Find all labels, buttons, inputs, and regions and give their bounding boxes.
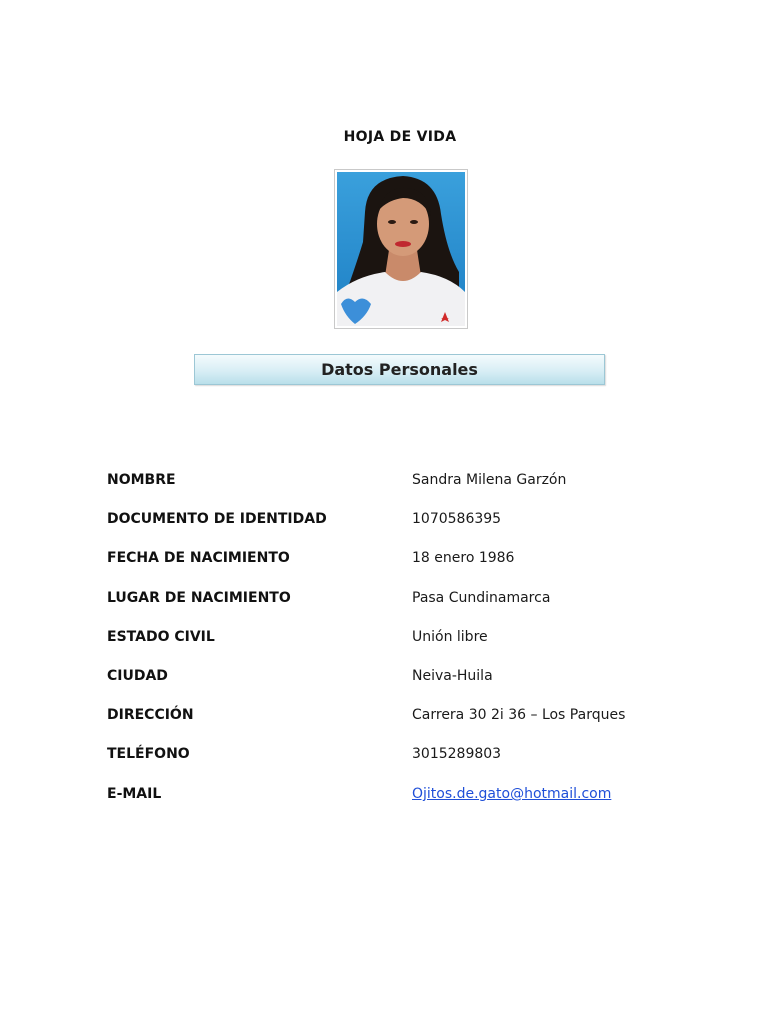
- profile-photo: [334, 169, 468, 329]
- field-value: Sandra Milena Garzón: [412, 472, 567, 488]
- field-value: 18 enero 1986: [412, 550, 515, 566]
- field-label: TELÉFONO: [107, 746, 190, 762]
- field-value: Unión libre: [412, 629, 488, 645]
- field-label: DOCUMENTO DE IDENTIDAD: [107, 511, 327, 527]
- section-header-personal-data: Datos Personales: [194, 354, 605, 385]
- field-label: DIRECCIÓN: [107, 707, 194, 723]
- field-row: [0, 665, 768, 687]
- portrait-image: [337, 172, 465, 326]
- field-label: LUGAR DE NACIMIENTO: [107, 590, 291, 606]
- field-label: CIUDAD: [107, 668, 168, 684]
- field-label: E-MAIL: [107, 786, 162, 802]
- field-label: FECHA DE NACIMIENTO: [107, 550, 290, 566]
- field-value: Pasa Cundinamarca: [412, 590, 551, 606]
- email-link[interactable]: Ojitos.de.gato@hotmail.com: [412, 786, 612, 802]
- field-label: ESTADO CIVIL: [107, 629, 215, 645]
- field-value: Neiva-Huila: [412, 668, 493, 684]
- field-value: 1070586395: [412, 511, 502, 527]
- field-row: [0, 783, 768, 805]
- field-row: [0, 508, 768, 530]
- field-label: NOMBRE: [107, 472, 176, 488]
- field-value: 3015289803: [412, 746, 502, 762]
- field-row: [0, 547, 768, 569]
- page-title: HOJA DE VIDA: [343, 129, 457, 145]
- field-value: Carrera 30 2i 36 – Los Parques: [412, 707, 626, 723]
- field-row: [0, 626, 768, 648]
- field-row: [0, 587, 768, 609]
- field-row: [0, 743, 768, 765]
- field-row: [0, 469, 768, 491]
- field-row: [0, 704, 768, 726]
